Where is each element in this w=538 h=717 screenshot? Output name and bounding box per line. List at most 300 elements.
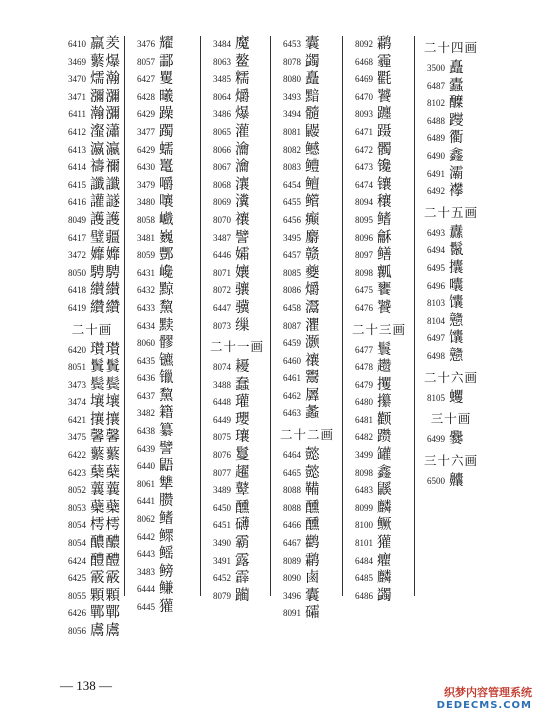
char-entry <box>271 106 343 124</box>
entry-characters: 露 <box>235 552 251 569</box>
entry-characters: 穰 <box>377 194 393 211</box>
entry-characters: 耀 <box>159 36 175 52</box>
char-entry <box>271 194 343 212</box>
entry-characters: 灏 <box>305 335 321 352</box>
char-entry <box>343 412 415 430</box>
entry-number: 6499 <box>427 434 445 445</box>
entry-characters: 镵 <box>377 159 393 176</box>
column-5 <box>342 36 415 604</box>
entry-number: 6414 <box>68 162 86 173</box>
char-entry <box>271 588 343 606</box>
entry-characters: 鬟 <box>377 341 393 358</box>
entry-number: 6410 <box>68 39 86 49</box>
char-entry <box>271 300 343 318</box>
char-entry <box>201 553 273 571</box>
char-entry <box>415 473 487 491</box>
char-entry <box>343 588 415 606</box>
char-entry <box>271 517 343 535</box>
entry-number: 8063 <box>213 56 231 67</box>
char-entry <box>125 405 197 423</box>
entry-characters: 癯 <box>377 552 393 569</box>
entry-characters: 禳 <box>235 211 251 228</box>
entry-characters: 鬳鬳 <box>90 623 121 639</box>
char-entry <box>201 429 273 447</box>
entry-number: 3485 <box>213 74 231 85</box>
char-entry <box>56 177 128 195</box>
entry-number: 8080 <box>283 74 301 85</box>
entry-characters: 囊 <box>305 587 321 604</box>
entry-characters: 鼹 <box>305 123 321 140</box>
char-entry <box>56 106 128 124</box>
entry-characters: 瓖 <box>235 429 251 446</box>
entry-characters: 鞴 <box>305 482 321 499</box>
char-entry <box>56 517 128 535</box>
char-entry <box>271 230 343 248</box>
entry-number: 3480 <box>137 197 155 208</box>
char-entry <box>415 95 487 113</box>
entry-characters: 矗 <box>449 60 465 76</box>
char-entry <box>125 247 197 265</box>
entry-number: 3473 <box>68 379 86 390</box>
entry-characters: 魔 <box>235 36 251 52</box>
entry-characters: 赣 <box>305 247 321 264</box>
entry-characters: 夔 <box>305 264 321 281</box>
entry-number: 6412 <box>68 126 86 137</box>
char-entry <box>271 142 343 160</box>
char-entry <box>201 588 273 606</box>
char-entry <box>56 377 128 395</box>
char-entry <box>343 106 415 124</box>
char-entry <box>343 517 415 535</box>
char-entry <box>201 300 273 318</box>
entry-number: 6419 <box>68 302 86 313</box>
entry-characters: 鬓鬓 <box>90 376 121 393</box>
entry-characters: 嚷 <box>159 194 175 211</box>
entry-number: 6449 <box>213 414 231 425</box>
entry-number: 8087 <box>283 320 301 331</box>
char-entry <box>56 447 128 465</box>
entry-number: 6468 <box>355 56 373 67</box>
entry-number: 8049 <box>68 214 86 225</box>
entry-number: 8064 <box>213 91 231 102</box>
char-entry <box>343 482 415 500</box>
entry-characters: 霹 <box>235 570 251 587</box>
entry-characters: 攮 <box>449 259 465 276</box>
char-entry <box>201 318 273 336</box>
char-entry <box>125 54 197 72</box>
char-entry <box>125 124 197 142</box>
entry-number: 8096 <box>355 232 373 243</box>
entry-number: 6474 <box>355 179 373 190</box>
stroke-count-heading: 三十画 <box>430 411 472 427</box>
char-entry <box>56 570 128 588</box>
entry-number: 6440 <box>137 461 155 472</box>
char-entry <box>125 511 197 529</box>
char-entry <box>343 177 415 195</box>
entry-characters: 黧 <box>159 387 175 404</box>
entry-characters: 趯 <box>235 464 251 481</box>
char-entry <box>201 447 273 465</box>
entry-characters: 瀵 <box>235 194 251 211</box>
entry-number: 6420 <box>68 344 86 355</box>
entry-characters: 鳍 <box>377 211 393 228</box>
entry-number: 3484 <box>213 39 231 49</box>
entry-characters: 懿 <box>305 464 321 481</box>
column-4 <box>270 36 343 622</box>
entry-characters: 顆顆 <box>90 587 121 604</box>
entry-characters: 趱 <box>377 359 393 376</box>
entry-characters: 爝 <box>305 282 321 299</box>
entry-number: 6476 <box>355 302 373 313</box>
entry-characters: 鳌 <box>235 53 251 70</box>
entry-characters: 璧疆 <box>90 229 121 246</box>
char-entry <box>125 564 197 582</box>
char-entry <box>201 359 273 377</box>
entry-characters: 衢 <box>449 130 465 147</box>
entry-characters: 矍 <box>159 71 175 88</box>
char-entry <box>343 535 415 553</box>
char-entry <box>343 142 415 160</box>
char-entry <box>415 348 487 366</box>
entry-characters: 醺 <box>305 517 321 534</box>
entry-characters: 瀛瀛 <box>90 141 121 158</box>
entry-characters: 髎 <box>159 335 175 352</box>
entry-number: 8074 <box>213 362 231 373</box>
entry-characters: 蠡 <box>305 405 321 422</box>
entry-number: 8085 <box>283 267 301 278</box>
char-entry <box>343 230 415 248</box>
entry-characters: 糯 <box>235 71 251 88</box>
stroke-count-heading: 二十六画 <box>423 369 478 385</box>
char-entry <box>415 295 487 313</box>
entry-number: 8069 <box>213 197 231 208</box>
entry-characters: 蠲 <box>305 53 321 70</box>
char-entry <box>271 370 343 388</box>
entry-characters: 讖讖 <box>90 176 121 193</box>
entry-characters: 鬻 <box>305 370 321 387</box>
char-entry <box>201 247 273 265</box>
entry-number: 6489 <box>427 133 445 144</box>
stroke-count-heading: 二十一画 <box>209 339 264 355</box>
char-entry <box>125 212 197 230</box>
char-entry <box>343 377 415 395</box>
entry-number: 8104 <box>427 315 445 326</box>
char-entry <box>56 342 128 360</box>
char-entry <box>201 54 273 72</box>
entry-number: 8076 <box>213 450 231 461</box>
entry-characters: 戆 <box>449 312 465 329</box>
char-entry <box>56 71 128 89</box>
entry-number: 6467 <box>283 538 301 549</box>
entry-number: 8057 <box>137 56 155 67</box>
entry-number: 6463 <box>283 408 301 419</box>
entry-number: 6446 <box>213 250 231 261</box>
entry-characters: 麟 <box>377 570 393 587</box>
entry-number: 6495 <box>427 262 445 273</box>
char-entry <box>271 405 343 423</box>
entry-number: 8058 <box>137 214 155 225</box>
entry-characters: 襻 <box>449 183 465 200</box>
entry-number: 6429 <box>137 109 155 120</box>
entry-characters: 髓 <box>305 106 321 123</box>
entry-number: 6456 <box>283 214 301 225</box>
entry-characters: 瓘 <box>235 394 251 411</box>
char-entry <box>201 89 273 107</box>
char-entry <box>56 553 128 571</box>
entry-characters: 巉 <box>159 264 175 281</box>
entry-number: 8091 <box>283 608 301 619</box>
entry-number: 6475 <box>355 285 373 296</box>
entry-characters: 瓔 <box>235 411 251 428</box>
char-entry <box>271 318 343 336</box>
entry-number: 6488 <box>427 115 445 126</box>
entry-number: 6470 <box>355 91 373 102</box>
entry-number: 6483 <box>355 485 373 496</box>
entry-characters: 爨 <box>449 431 465 448</box>
entry-characters: 黥 <box>159 282 175 299</box>
entry-characters: 鳑 <box>159 563 175 580</box>
entry-number: 6444 <box>137 584 155 595</box>
entry-number: 8054 <box>68 520 86 531</box>
entry-number: 3476 <box>137 39 155 49</box>
char-entry <box>56 535 128 553</box>
entry-characters: 醺 <box>305 499 321 516</box>
entry-number: 8078 <box>283 56 301 67</box>
entry-number: 8100 <box>355 520 373 531</box>
entry-number: 6490 <box>427 150 445 161</box>
entry-characters: 霾 <box>377 53 393 70</box>
entry-number: 8051 <box>68 362 86 373</box>
entry-number: 3487 <box>213 232 231 243</box>
entry-characters: 麟 <box>377 499 393 516</box>
char-entry <box>125 36 197 54</box>
entry-characters: 饕 <box>377 88 393 105</box>
entry-number: 6413 <box>68 144 86 155</box>
entry-characters: 馨馨 <box>90 429 121 446</box>
entry-number: 6439 <box>137 443 155 454</box>
char-entry <box>271 500 343 518</box>
char-entry <box>271 482 343 500</box>
entry-number: 3479 <box>137 179 155 190</box>
entry-number: 6453 <box>283 39 301 49</box>
entry-characters: 躞 <box>449 112 465 129</box>
entry-characters: 鄲鄲 <box>90 605 121 622</box>
char-entry <box>56 265 128 283</box>
char-entry <box>271 388 343 406</box>
entry-number: 3483 <box>137 566 155 577</box>
entry-characters: 髑 <box>377 141 393 158</box>
entry-number: 6436 <box>137 373 155 384</box>
entry-characters: 骥 <box>235 299 251 316</box>
entry-characters: 鹵 <box>305 570 321 587</box>
entry-number: 6459 <box>283 338 301 349</box>
entry-characters: 羼 <box>305 387 321 404</box>
entry-characters: 鳐 <box>159 546 175 563</box>
entry-characters: 鼙 <box>235 482 251 499</box>
entry-number: 6479 <box>355 379 373 390</box>
entry-number: 6484 <box>355 555 373 566</box>
entry-number: 8071 <box>213 267 231 278</box>
entry-characters: 躔 <box>377 106 393 123</box>
char-entry <box>125 388 197 406</box>
char-entry <box>125 300 197 318</box>
entry-characters: 灞 <box>449 165 465 182</box>
entry-number: 6481 <box>355 414 373 425</box>
char-entry <box>343 36 415 54</box>
char-entry <box>343 124 415 142</box>
entry-characters: 躏 <box>235 587 251 604</box>
entry-characters: 獾 <box>377 535 393 552</box>
entry-characters: 鳍 <box>159 511 175 528</box>
entry-number: 6471 <box>355 126 373 137</box>
char-entry <box>415 78 487 96</box>
entry-number: 3496 <box>283 590 301 601</box>
char-entry <box>56 247 128 265</box>
entry-number: 8073 <box>213 320 231 331</box>
char-entry <box>343 89 415 107</box>
entry-number: 8062 <box>137 514 155 525</box>
entry-number: 6497 <box>427 333 445 344</box>
entry-number: 3488 <box>213 379 231 390</box>
entry-number: 6487 <box>427 80 445 91</box>
entry-characters: 蘖蘖 <box>90 464 121 481</box>
entry-number: 8098 <box>355 467 373 478</box>
entry-number: 6458 <box>283 302 301 313</box>
entry-characters: 矗 <box>305 71 321 88</box>
char-entry <box>271 89 343 107</box>
char-entry <box>125 230 197 248</box>
entry-characters: 讙譢 <box>90 194 121 211</box>
entry-number: 8102 <box>427 98 445 109</box>
column-6 <box>414 36 487 596</box>
char-entry <box>271 605 343 623</box>
entry-number: 6464 <box>283 450 301 461</box>
entry-number: 8079 <box>213 590 231 601</box>
char-entry <box>201 71 273 89</box>
char-entry <box>201 465 273 483</box>
entry-number: 8066 <box>213 144 231 155</box>
entry-number: 6427 <box>137 74 155 85</box>
entry-characters: 癫 <box>305 211 321 228</box>
entry-number: 6500 <box>427 475 445 486</box>
entry-characters: 蠼 <box>449 389 465 406</box>
char-entry <box>271 465 343 483</box>
entry-characters: 鳢 <box>305 159 321 176</box>
page-number: — 138 — <box>60 678 112 693</box>
entry-characters: 鹳 <box>305 535 321 552</box>
char-entry <box>201 482 273 500</box>
char-entry <box>271 54 343 72</box>
char-entry <box>343 342 415 360</box>
entry-number: 6450 <box>213 502 231 513</box>
char-entry <box>201 570 273 588</box>
char-entry <box>343 359 415 377</box>
entry-characters: 籍 <box>159 405 175 422</box>
char-entry <box>201 142 273 160</box>
entry-number: 6455 <box>283 197 301 208</box>
watermark-logo <box>437 684 532 711</box>
entry-characters: 爝 <box>235 88 251 105</box>
char-entry <box>56 194 128 212</box>
char-entry <box>343 159 415 177</box>
char-entry <box>415 225 487 243</box>
entry-characters: 瀚瀰 <box>90 106 121 123</box>
entry-characters: 攫 <box>377 376 393 393</box>
char-entry <box>271 212 343 230</box>
entry-characters: 蠹 <box>449 77 465 94</box>
char-entry <box>201 282 273 300</box>
char-entry <box>343 54 415 72</box>
entry-characters: 蘗蘗 <box>90 499 121 516</box>
char-entry <box>415 278 487 296</box>
char-entry <box>415 242 487 260</box>
entry-characters: 護護 <box>90 211 121 228</box>
entry-characters: 镳 <box>159 352 175 369</box>
entry-number: 3470 <box>68 74 86 85</box>
char-entry <box>125 318 197 336</box>
entry-number: 6435 <box>137 355 155 366</box>
entry-number: 6445 <box>137 602 155 612</box>
entry-characters: 孀 <box>235 247 251 264</box>
char-entry <box>343 265 415 283</box>
entry-number: 3475 <box>68 432 86 443</box>
char-entry <box>343 570 415 588</box>
char-entry <box>56 142 128 160</box>
entry-number: 8068 <box>213 179 231 190</box>
entry-characters: 樗樗 <box>90 517 121 534</box>
stroke-count-heading: 二十五画 <box>423 204 478 220</box>
entry-characters: 瀹 <box>235 141 251 158</box>
char-entry <box>56 212 128 230</box>
entry-characters: 臜 <box>159 493 175 510</box>
entry-characters: 鳜 <box>377 517 393 534</box>
char-entry <box>125 194 197 212</box>
entry-number: 6461 <box>283 373 301 384</box>
entry-number: 8077 <box>213 467 231 478</box>
entry-characters: 瀰瀰 <box>90 88 121 105</box>
stroke-count-heading: 二十四画 <box>423 40 478 55</box>
char-entry <box>201 159 273 177</box>
entry-characters: 灌 <box>235 123 251 140</box>
char-entry <box>415 260 487 278</box>
char-entry <box>201 106 273 124</box>
entry-number: 6418 <box>68 285 86 296</box>
char-entry <box>56 500 128 518</box>
char-entry <box>343 553 415 571</box>
entry-number: 6422 <box>68 450 86 461</box>
entry-number: 6465 <box>283 467 301 478</box>
char-entry <box>125 529 197 547</box>
char-entry <box>125 476 197 494</box>
char-entry <box>56 54 128 72</box>
entry-characters: 鳝 <box>377 247 393 264</box>
char-entry <box>271 570 343 588</box>
entry-number: 3471 <box>68 91 86 102</box>
entry-characters: 缫 <box>235 317 251 334</box>
char-entry <box>201 230 273 248</box>
entry-characters: 犨 <box>159 475 175 492</box>
char-entry <box>271 71 343 89</box>
entry-characters: 纂 <box>159 423 175 440</box>
entry-number: 3491 <box>213 555 231 566</box>
entry-characters: 燸瀚 <box>90 71 121 88</box>
char-entry <box>201 124 273 142</box>
entry-number: 8103 <box>427 298 445 309</box>
entry-characters: 鹴 <box>377 36 393 52</box>
entry-number: 6441 <box>137 496 155 507</box>
entry-characters: 攥 <box>377 394 393 411</box>
entry-characters: 囊 <box>305 36 321 52</box>
